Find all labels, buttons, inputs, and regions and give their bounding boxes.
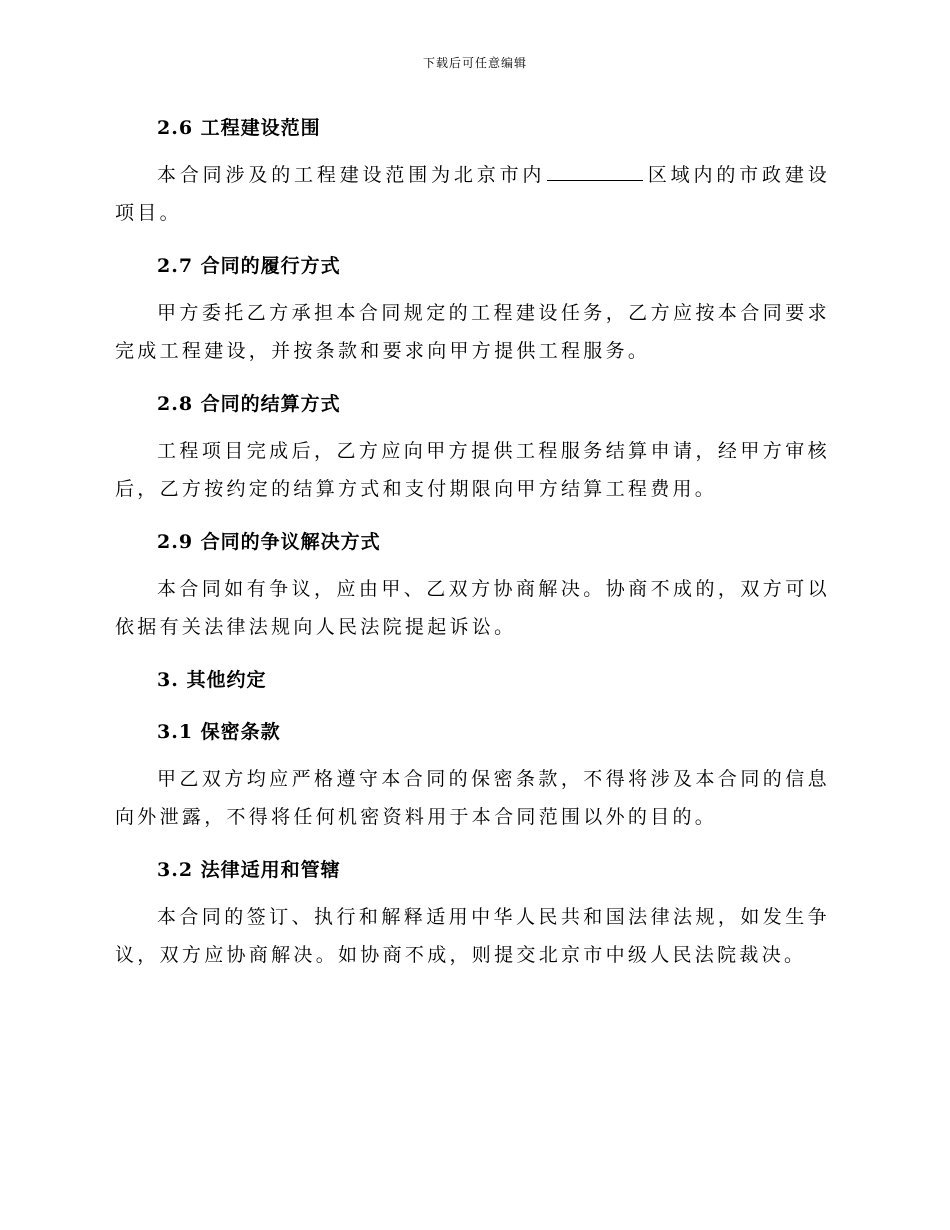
paragraph-text-part: 本合同涉及的工程建设范围为北京市内 xyxy=(157,164,546,186)
page-header: 下载后可任意编辑 xyxy=(422,56,527,70)
section-heading-2-8: 2.8 合同的结算方式 xyxy=(157,393,341,415)
document-body xyxy=(115,114,830,994)
section-paragraph-2-6 xyxy=(115,156,830,232)
section-paragraph-2-7: 甲方委托乙方承担本合同规定的工程建设任务，乙方应按本合同要求完成工程建设，并按条款和要求向甲方提供工程服务。 xyxy=(115,302,830,362)
section-heading-2-7: 2.7 合同的履行方式 xyxy=(157,255,341,277)
paragraph-text-part: 区域内的市政建设项目。 xyxy=(115,164,830,224)
section-paragraph-3-2: 本合同的签订、执行和解释适用中华人民共和国法律法规，如发生争议，双方应协商解决。如协商不成，则提交北京市中级人民法院裁决。 xyxy=(115,906,830,966)
fill-in-blank xyxy=(547,160,643,181)
section-heading-3: 3. 其他约定 xyxy=(157,669,267,691)
section-heading-3-1: 3.1 保密条款 xyxy=(157,721,281,743)
section-paragraph-2-8: 工程项目完成后，乙方应向甲方提供工程服务结算申请，经甲方审核后，乙方按约定的结算方式和支付期限向甲方结算工程费用。 xyxy=(115,440,830,500)
section-heading-3-2: 3.2 法律适用和管辖 xyxy=(157,859,341,881)
section-paragraph-3-1: 甲乙双方均应严格遵守本合同的保密条款，不得将涉及本合同的信息向外泄露，不得将任何机密资料用于本合同范围以外的目的。 xyxy=(115,768,830,828)
section-heading-2-9: 2.9 合同的争议解决方式 xyxy=(157,531,381,553)
section-paragraph-2-9: 本合同如有争议，应由甲、乙双方协商解决。协商不成的，双方可以依据有关法律法规向人民法院提起诉讼。 xyxy=(115,578,830,638)
section-heading-2-6: 2.6 工程建设范围 xyxy=(157,117,321,139)
